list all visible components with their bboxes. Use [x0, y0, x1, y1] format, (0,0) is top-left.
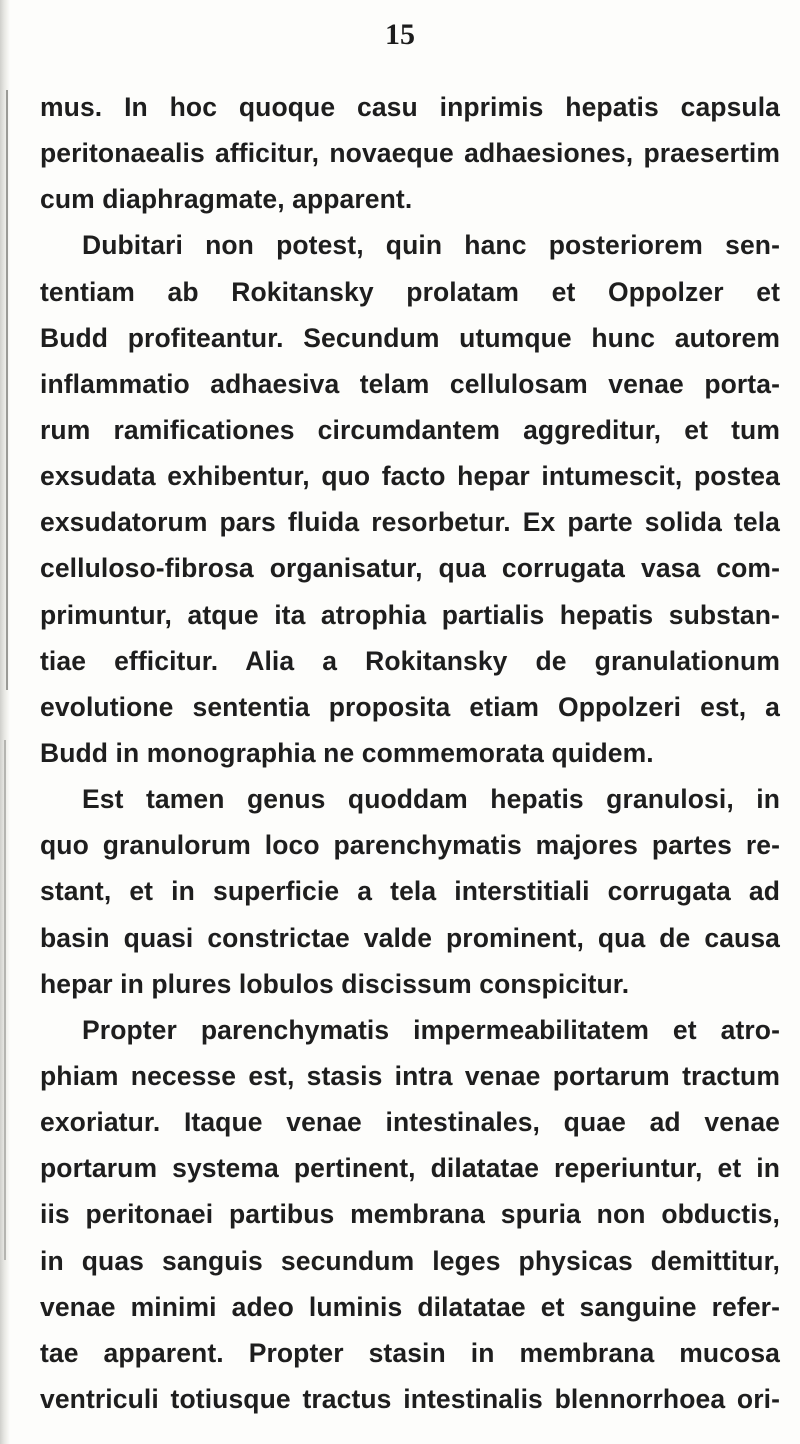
text-line: celluloso-fibrosa organisatur, qua corrugata vasa com-: [40, 553, 780, 584]
text-line: tiae efficitur. Alia a Rokitansky de granulationum: [40, 645, 780, 676]
body-text: [40, 84, 780, 1422]
text-line: portarum systema pertinent, dilatatae reperiuntur, et in: [40, 1153, 780, 1184]
text-line: tentiam ab Rokitansky prolatam et Oppolzer et: [40, 276, 780, 307]
text-line: inflammatio adhaesiva telam cellulosam venae porta-: [40, 368, 780, 399]
text-line: Budd in monographia ne commemorata quidem.: [40, 737, 654, 768]
text-line: stant, et in superficie a tela interstitiali corrugata ad: [40, 876, 780, 907]
text-line: phiam necesse est, stasis intra venae portarum tractum: [40, 1060, 780, 1091]
text-line: Est tamen genus quoddam hepatis granulosi, in: [82, 784, 780, 815]
text-line: venae minimi adeo luminis dilatatae et sanguine refer-: [40, 1291, 780, 1322]
page-number: 15: [385, 18, 415, 51]
page-edge-line: [6, 90, 8, 690]
text-line: rum ramificationes circumdantem aggreditur, et tum: [40, 414, 780, 445]
text-line: ventriculi totiusque tractus intestinalis blennorrhoea ori-: [40, 1383, 780, 1414]
text-line: tae apparent. Propter stasin in membrana mucosa: [40, 1337, 780, 1368]
text-line: Budd profiteantur. Secundum utumque hunc autorem: [40, 322, 780, 353]
text-line: Dubitari non potest, quin hanc posteriorem sen-: [82, 230, 780, 261]
text-line: evolutione sententia proposita etiam Oppolzeri est, a: [40, 691, 780, 722]
text-line: mus. In hoc quoque casu inprimis hepatis capsula: [40, 92, 780, 122]
text-line: exoriatur. Itaque venae intestinales, quae ad venae: [40, 1107, 780, 1138]
text-line: Propter parenchymatis impermeabilitatem et atro-: [82, 1014, 780, 1045]
text-line: hepar in plures lobulos discissum conspicitur.: [40, 968, 630, 999]
text-line: exsudata exhibentur, quo facto hepar intumescit, postea: [40, 461, 780, 492]
text-line: basin quasi constrictae valde prominent, qua de causa: [40, 922, 780, 953]
text-line: iis peritonaei partibus membrana spuria non obductis,: [40, 1199, 780, 1230]
page-edge-line: [4, 740, 6, 1260]
text-line: exsudatorum pars fluida resorbetur. Ex parte solida tela: [40, 507, 780, 538]
text-line: primuntur, atque ita atrophia partialis hepatis substan-: [40, 599, 780, 630]
text-line: cum diaphragmate, apparent.: [40, 184, 413, 215]
text-line: peritonaealis afficitur, novaeque adhaesiones, praesertim: [40, 138, 780, 169]
text-line: quo granulorum loco parenchymatis majores partes re-: [40, 830, 780, 861]
text-line: in quas sanguis secundum leges physicas demittitur,: [40, 1245, 780, 1276]
